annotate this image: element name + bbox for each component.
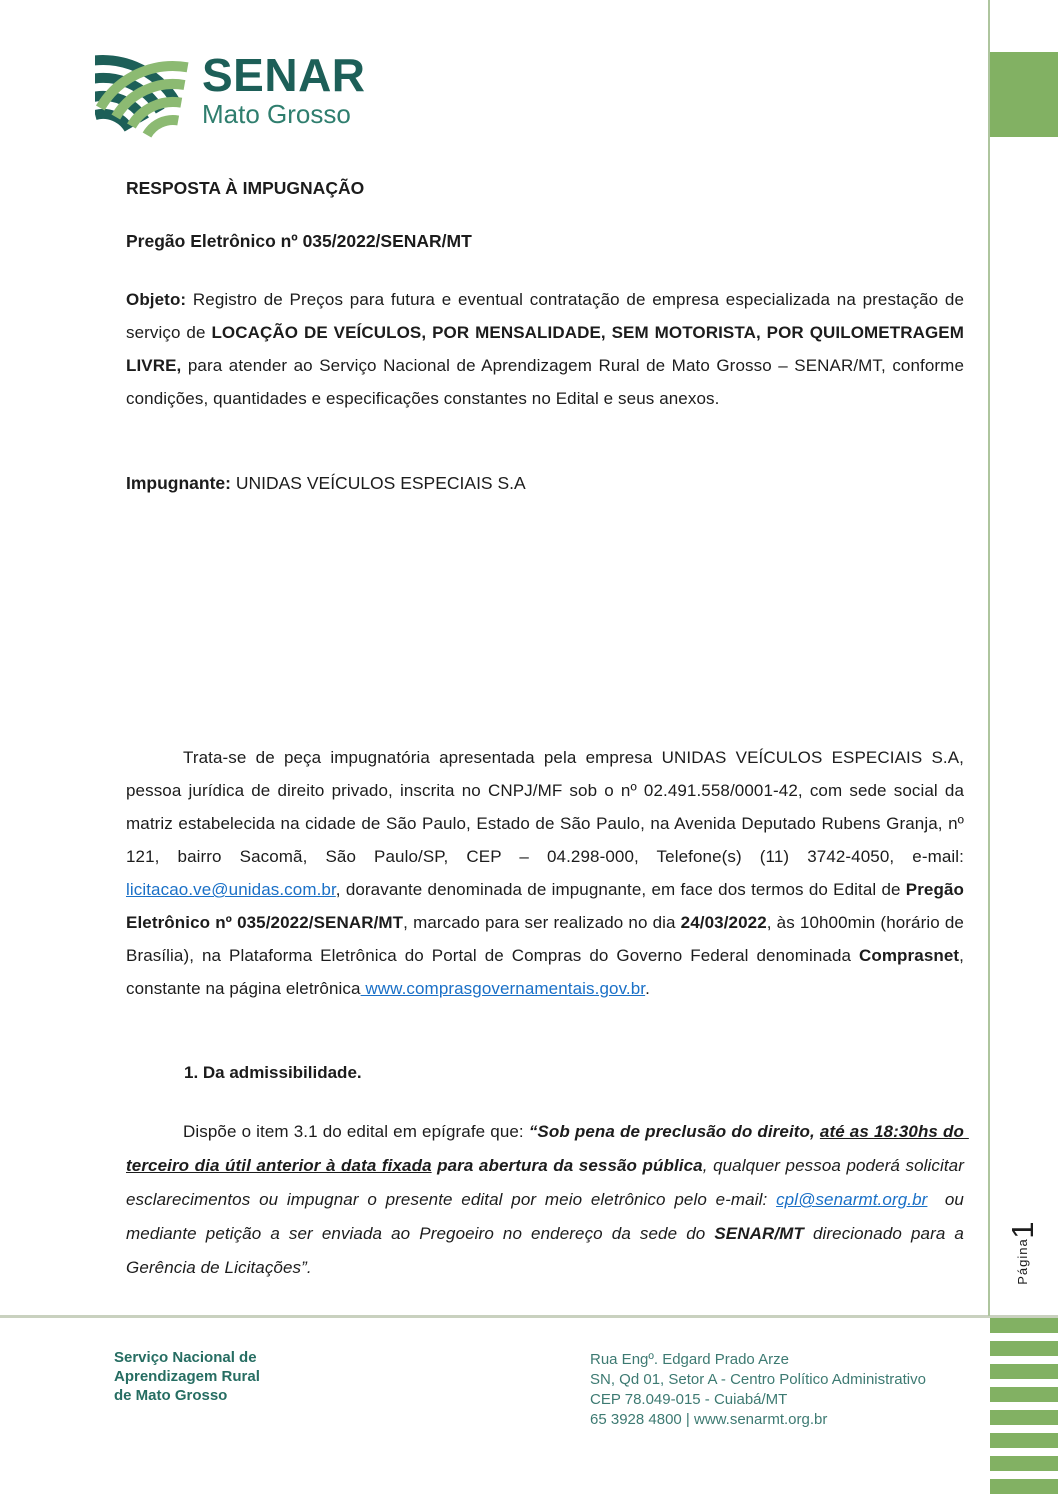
body-text-1: Trata-se de peça impugnatória apresentada pela empresa UNIDAS VEÍCULOS ESPECIAIS S.A, pessoa jurídica de direito privado, inscrita no CNPJ/MF sob o nº 02.491.558/0001-42, com sede social da matriz estabelecida na cidade de São Paulo, Estado de São Paulo, na Avenida Deputado Rubens Granja, nº 121, bairro Sacomã, São Paulo/SP, CEP – 04.298-000, Telefone(s) (11) 3742-4050, e-mail: [126, 748, 969, 866]
body-bold-comprasnet: Comprasnet [858, 946, 960, 965]
footer-org-line: de Mato Grosso [114, 1387, 228, 1404]
body-text-4: , às 10h00min (horário de Brasília), na Plataforma Eletrônica do Portal de Compras do Governo Federal denominada [126, 913, 969, 965]
footer-address-line: 65 3928 4800 | www.senarmt.org.br [590, 1411, 828, 1428]
footer-divider [0, 1315, 1058, 1318]
body-bold-edital: Pregão Eletrônico nº 035/2022/SENAR/MT [126, 880, 969, 932]
footer-address-line: CEP 78.049-015 - Cuiabá/MT [590, 1391, 788, 1408]
logo-name: SENAR [202, 49, 366, 101]
objeto-text-2: para atender ao Serviço Nacional de Aprendizagem Rural de Mato Grosso – SENAR/MT, conforme condições, quantidades e especificações constantes no Edital e seus anexos. [126, 356, 969, 408]
body-text-3: , marcado para ser realizado no dia [403, 913, 681, 932]
objeto-bold-service: LOCAÇÃO DE VEÍCULOS, POR MENSALIDADE, SEM MOTORISTA, POR QUILOMETRAGEM LIVRE, [126, 323, 969, 375]
senar-logo [95, 42, 366, 147]
right-rail-line [988, 0, 990, 1316]
body-text-2: , doravante denominada de impugnante, em face dos termos do Edital de [335, 880, 906, 899]
subject-line: Pregão Eletrônico nº 035/2022/SENAR/MT [126, 231, 472, 251]
logo-text [202, 42, 366, 147]
page-number-label: Página [1015, 1238, 1030, 1285]
quote-intro: Dispõe o item 3.1 do edital em epígrafe que: [183, 1122, 529, 1141]
quote-underlined-deadline: até as 18:30hs do terceiro dia útil anterior à data fixada [126, 1122, 969, 1175]
quote-italic-2: ou mediante petição a ser enviada ao Pregoeiro no endereço da sede do [126, 1190, 969, 1243]
impugnante-line [126, 473, 964, 494]
footer-org-line: Aprendizagem Rural [114, 1368, 260, 1385]
quote-bold-italic-2: para abertura da sessão pública [431, 1156, 703, 1175]
senar-logo-arcs-icon [95, 42, 190, 147]
quote-bold-italic-1: “Sob pena de preclusão do direito, [528, 1122, 820, 1141]
quote-italic-1: , qualquer pessoa poderá solicitar esclarecimentos ou impugnar o presente edital por meio eletrônico pelo e-mail: [126, 1156, 969, 1209]
impugnante-value: UNIDAS VEÍCULOS ESPECIAIS S.A [231, 473, 526, 493]
impugnante-label: Impugnante: [126, 473, 231, 493]
document-title: RESPOSTA À IMPUGNAÇÃO [126, 178, 365, 198]
body-text-6: . [645, 979, 650, 998]
objeto-label: Objeto: [126, 290, 187, 309]
quote-italic-3: direcionado para a Gerência de Licitações”. [126, 1224, 969, 1277]
page-number-value: 1 [1005, 1221, 1040, 1239]
body-text-5: , constante na página eletrônica [126, 946, 969, 998]
footer-address [590, 1350, 926, 1430]
email-link-cpl[interactable]: cpl@senarmt.org.br [776, 1190, 928, 1209]
footer-org-line: Serviço Nacional de [114, 1349, 257, 1366]
section-heading-admissibilidade: 1. Da admissibilidade. [184, 1063, 362, 1082]
quote-bold-senar: SENAR/MT [714, 1224, 804, 1243]
right-rail-stripes [990, 1318, 1058, 1497]
comprasgovernamentais-link[interactable]: www.comprasgovernamentais.gov.br [360, 979, 646, 998]
quote-paragraph [126, 1115, 969, 1285]
right-rail-green-block [990, 52, 1058, 137]
email-link-unidas[interactable]: licitacao.ve@unidas.com.br [126, 880, 336, 899]
body-paragraph [126, 741, 969, 1005]
footer-organization [114, 1348, 260, 1405]
body-bold-date: 24/03/2022 [680, 913, 767, 932]
logo-subtitle: Mato Grosso [202, 99, 351, 129]
objeto-text-1: Registro de Preços para futura e eventual contratação de empresa especializada na prestação de serviço de [126, 290, 969, 342]
footer-address-line: Rua Engº. Edgard Prado Arze [590, 1351, 789, 1368]
objeto-paragraph [126, 283, 969, 415]
page-number [1007, 1221, 1038, 1285]
footer-address-line: SN, Qd 01, Setor A - Centro Político Administrativo [590, 1371, 926, 1388]
